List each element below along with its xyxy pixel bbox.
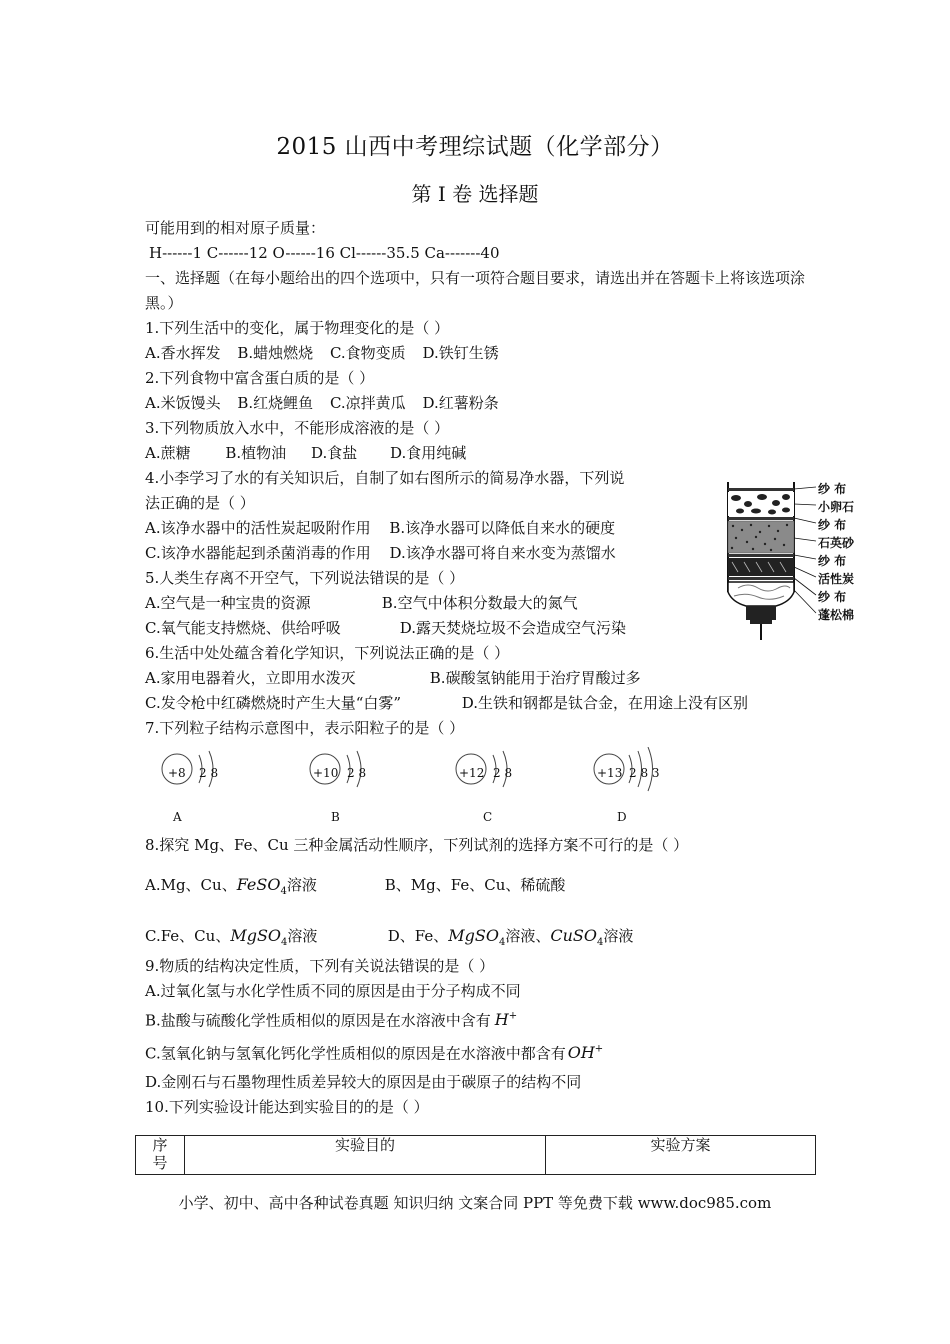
- atom-nucleus-c: +12: [459, 766, 485, 780]
- q5-option-a: A.空气是一种宝贵的资源: [145, 594, 311, 612]
- q5-option-d: D.露天焚烧垃圾不会造成空气污染: [399, 619, 627, 637]
- q8-d-prefix: D、Fe、: [387, 927, 449, 945]
- atomic-mass-label: 可能用到的相对原子质量：: [145, 219, 326, 237]
- page-title: 2015 山西中考理综试题（化学部分）: [276, 134, 674, 160]
- page-footer: 小学、初中、高中各种试卷真题 知识归纳 文案合同 PPT 等免费下载 www.doc985.com: [178, 1194, 772, 1212]
- q7-atom-diagrams: [145, 741, 815, 824]
- filter-label-gauze-1: 纱 布: [818, 482, 847, 496]
- filter-label-gauze-3: 纱 布: [818, 554, 847, 568]
- q1-option-c: C.食物变质: [329, 344, 406, 362]
- q9-c-ion: [568, 1043, 603, 1062]
- q5-stem: 5.人类生存离不开空气，下列说法错误的是（ ）: [145, 569, 465, 587]
- q1-option-a: A.香水挥发: [145, 344, 221, 362]
- q8-c-prefix: C.Fe、Cu、: [145, 927, 231, 945]
- atom-nucleus-d: +13: [597, 766, 623, 780]
- q8-a-formula: [236, 875, 287, 898]
- q8-options-ab: [145, 872, 815, 897]
- q3-option-d: D.食用纯碱: [390, 444, 467, 462]
- q8-option-c: [145, 923, 383, 955]
- exam-content: [145, 216, 815, 1120]
- q9-option-a: A.过氧化氢与水化学性质不同的原因是由于分子构成不同: [145, 982, 521, 1000]
- q2-options: [145, 391, 815, 416]
- filter-labels: [818, 480, 854, 624]
- q3-stem: 3.下列物质放入水中，不能形成溶液的是（ ）: [145, 419, 450, 437]
- table-header-index-text: 序号: [152, 1136, 168, 1172]
- q3-options: [145, 441, 815, 466]
- atom-shells-c: 2 8: [493, 766, 513, 780]
- filter-label-activated-carbon: 活性炭: [818, 572, 855, 586]
- q1-options: [145, 341, 815, 366]
- q2-option-a: A.米饭馒头: [145, 394, 221, 412]
- q9-b-text: B.盐酸与硫酸化学性质相似的原因是在水溶液中含有: [145, 1011, 491, 1030]
- atom-label-c: C: [483, 810, 493, 824]
- q4-options-cd: [145, 541, 815, 566]
- q1-stem: 1.下列生活中的变化，属于物理变化的是（ ）: [145, 319, 450, 337]
- q10-stem: 10.下列实验设计能达到实验目的的是（ ）: [145, 1098, 429, 1116]
- q2-option-c: C.凉拌黄瓜: [329, 394, 406, 412]
- q4-option-a: A.该净水器中的活性炭起吸附作用: [145, 519, 371, 537]
- q8-a-suffix: 溶液: [286, 876, 317, 894]
- atom-label-b: B: [331, 810, 340, 824]
- filter-label-gauze-2: 纱 布: [818, 518, 847, 532]
- q6-options-ab: [145, 666, 815, 691]
- q1-option-d: D.铁钉生锈: [422, 344, 499, 362]
- atom-diagram-a: [159, 747, 229, 824]
- q3-option-a: A.蔗糖: [145, 444, 191, 462]
- q1-option-b: B.蜡烛燃烧: [237, 344, 314, 362]
- section-title: 第 I 卷 选择题: [411, 182, 539, 206]
- q8-d-subscript-2: 4: [597, 937, 604, 949]
- q2-stem: 2.下列食物中富含蛋白质的是（ ）: [145, 369, 375, 387]
- q8-d-formula-2: [550, 926, 604, 949]
- atom-shells-a: 2 8: [199, 766, 219, 780]
- q8-c-formula: [230, 926, 288, 949]
- q8-c-formula-body: MgSO: [230, 926, 282, 945]
- q3-option-b: B.植物油: [225, 444, 287, 462]
- q5-option-c: C.氧气能支持燃烧、供给呼吸: [145, 619, 341, 637]
- q4-option-b: B.该净水器可以降低自来水的硬度: [389, 519, 616, 537]
- q9-c-text: C.氢氧化钠与氢氧化钙化学性质相似的原因是在水溶液中都含有: [145, 1044, 566, 1063]
- atom-nucleus-b: +10: [313, 766, 339, 780]
- q8-d-formula-2-body: CuSO: [550, 926, 597, 945]
- q4-stem-line-2: 法正确的是（ ）: [145, 494, 255, 512]
- q8-a-formula-body: FeSO: [236, 875, 281, 894]
- table-header-row: [136, 1136, 816, 1175]
- atom-nucleus-a: +8: [168, 766, 186, 780]
- atom-label-d: D: [617, 810, 627, 824]
- q6-option-c: C.发令枪中红磷燃烧时产生大量“白雾”: [145, 694, 402, 712]
- q9-option-b: [145, 1004, 815, 1029]
- q8-d-suffix: 溶液: [603, 927, 634, 945]
- filter-label-pebbles: 小卵石: [818, 500, 855, 514]
- atomic-mass-values: H------1 C------12 O------16 Cl------35.5 Ca-------40: [149, 244, 500, 262]
- q9-option-d: D.金刚石与石墨物理性质差异较大的原因是由于碳原子的结构不同: [145, 1073, 582, 1091]
- q5-option-b: B.空气中体积分数最大的氮气: [381, 594, 578, 612]
- filter-label-cotton: 蓬松棉: [818, 608, 855, 622]
- q8-c-suffix: 溶液: [287, 927, 318, 945]
- q4-option-c: C.该净水器能起到杀菌消毒的作用: [145, 544, 371, 562]
- q8-c-subscript: 4: [281, 937, 288, 949]
- q10-experiment-table: [135, 1135, 816, 1175]
- q9-b-ion-charge: +: [508, 1011, 518, 1022]
- q6-option-a: A.家用电器着火，立即用水泼灭: [145, 669, 356, 687]
- q4-options-ab: [145, 516, 815, 541]
- atom-diagram-b: [307, 747, 377, 824]
- q9-stem: 9.物质的结构决定性质，下列有关说法错误的是（ ）: [145, 957, 495, 975]
- filter-label-gauze-4: 纱 布: [818, 590, 847, 604]
- q4-option-d: D.该净水器可将自来水变为蒸馏水: [389, 544, 616, 562]
- q8-d-mid: 溶液、: [505, 927, 551, 945]
- q8-option-b: B、Mg、Fe、Cu、稀硫酸: [384, 876, 566, 894]
- atom-diagram-d: [591, 747, 661, 824]
- q5-options-ab: [145, 591, 815, 616]
- q9-c-ion-symbol: OH: [567, 1043, 595, 1063]
- q7-stem: 7.下列粒子结构示意图中，表示阳粒子的是（ ）: [145, 719, 465, 737]
- q6-options-cd: [145, 691, 815, 716]
- q6-option-d: D.生铁和钢都是钛合金，在用途上没有区别: [461, 694, 749, 712]
- q2-option-b: B.红烧鲤鱼: [237, 394, 314, 412]
- q8-option-d: [388, 923, 634, 955]
- q5-options-cd: [145, 616, 815, 641]
- q3-option-c: D.食盐: [310, 444, 358, 462]
- q8-stem: 8.探究 Mg、Fe、Cu 三种金属活动性顺序，下列试剂的选择方案不可行的是（ ）: [145, 836, 689, 854]
- water-filter-figure: [718, 478, 868, 658]
- instruction: 一、选择题（在每小题给出的四个选项中，只有一项符合题目要求，请选出并在答题卡上将该选项涂黑。）: [145, 269, 806, 312]
- q8-a-prefix: A.Mg、Cu、: [145, 876, 237, 894]
- atom-shells-d: 2 8 3: [629, 766, 660, 780]
- q8-d-subscript-1: 4: [498, 937, 506, 949]
- filter-label-quartz-sand: 石英砂: [818, 536, 855, 550]
- q8-d-formula-1-body: MgSO: [448, 926, 499, 945]
- q9-c-ion-charge: +: [594, 1044, 604, 1055]
- q6-option-b: B.碳酸氢钠能用于治疗胃酸过多: [429, 669, 641, 687]
- q8-d-formula-1: [448, 926, 506, 949]
- atom-label-a: A: [173, 810, 182, 824]
- q6-stem: 6.生活中处处蕴含着化学知识，下列说法正确的是（ ）: [145, 644, 510, 662]
- table-header-plan: 实验方案: [546, 1136, 816, 1175]
- table-header-purpose: 实验目的: [185, 1136, 546, 1175]
- q2-option-d: D.红薯粉条: [422, 394, 499, 412]
- atom-diagram-c: [453, 747, 523, 824]
- q9-option-c: [145, 1037, 815, 1062]
- q9-b-ion: [495, 1010, 517, 1029]
- q8-options-cd: [145, 923, 815, 948]
- q4-stem-line-1: 4.小李学习了水的有关知识后，自制了如右图所示的简易净水器，下列说: [145, 469, 625, 487]
- q8-option-a: [145, 872, 380, 904]
- q9-b-ion-symbol: H: [494, 1010, 509, 1030]
- q8-a-subscript: 4: [280, 886, 287, 898]
- table-header-index: [136, 1136, 185, 1175]
- atom-shells-b: 2 8: [347, 766, 367, 780]
